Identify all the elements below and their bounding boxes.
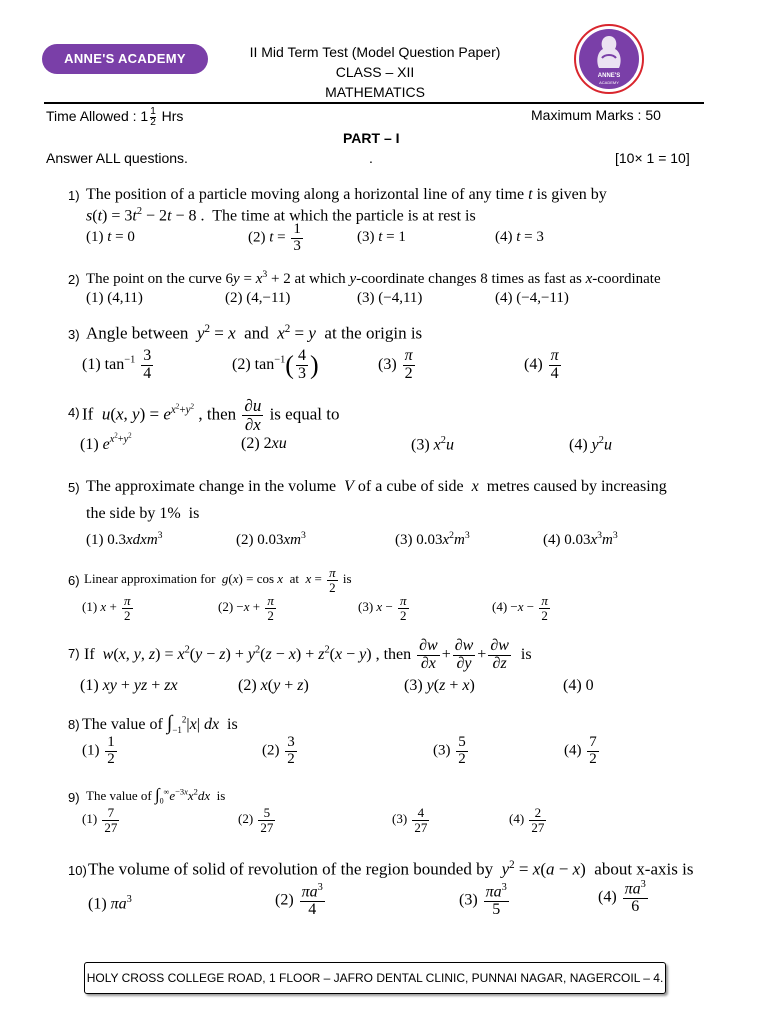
option: (1) t = 0 [86, 229, 135, 245]
option: (4) (−4,−11) [495, 290, 569, 306]
question-text: Linear approximation for g(x) = cos x at x = $\frac{\pi}{2}$ is [84, 565, 352, 595]
option: (2) $0.03xm^3$ [236, 530, 306, 548]
option: (4) $\frac{7}{2}$ [564, 734, 597, 767]
option: (1) $\tan^{-1}$ $\frac{3}{4}$ [82, 347, 152, 382]
option: (3) $\frac{5}{2}$ [433, 734, 466, 767]
dot: . [369, 150, 373, 166]
option: (4) $\frac{\pi}{4}$ [524, 347, 559, 382]
option: (2) x(y + z) [238, 677, 309, 694]
svg-text:ACADEMY: ACADEMY [599, 80, 619, 85]
question-number: 2) [68, 272, 80, 287]
option: (4) t = 3 [495, 229, 544, 245]
option: (3) $x^2u$ [411, 435, 454, 454]
question-text: If w(x, y, $z) = x^2(y - z) + y^2(z - x) + z^2(x - y)$ , then $\frac{\partial w}{\partial x}$ + $\frac{\partial w}{\partial y}$ + $\frac{\partial w}{\partial z}$ is [84, 637, 532, 672]
option: (2) −x + $\frac{\pi}{2}$ [218, 593, 274, 623]
question-number: 4) [68, 405, 80, 420]
option: (2) $\frac{\pi a^3}{4}$ [275, 882, 323, 919]
question-text: The position of a particle moving along a horizontal line of any time t is given by [86, 186, 607, 203]
question-number: 3) [68, 327, 80, 342]
option: (3) (−4,11) [357, 290, 423, 306]
question-number: 5) [68, 480, 80, 495]
option: (3) $0.03x^2m^3$ [395, 530, 470, 548]
question-text: The point on the curve $6y = x^3 + 2$ at which y-coordinate changes 8 times as fast as x-coordinate [86, 269, 661, 287]
option: (1) xy + yz + zx [80, 677, 178, 694]
footer-address: HOLY CROSS COLLEGE ROAD, 1 FLOOR – JAFRO DENTAL CLINIC, PUNNAI NAGAR, NAGERCOIL – 4. [84, 962, 666, 994]
svg-text:ANNE'S: ANNE'S [597, 73, 621, 79]
max-marks: Maximum Marks : 50 [531, 107, 661, 123]
option: (4) $\frac{2}{27}$ [509, 805, 545, 835]
option: (4) $\frac{\pi a^3}{6}$ [598, 879, 646, 916]
academy-logo-icon [572, 22, 646, 96]
option: (3) x − $\frac{\pi}{2}$ [358, 593, 407, 623]
time-allowed: Time Allowed : 1 $\frac{1}{2}$ Hrs [46, 106, 184, 128]
option: (2) $\frac{3}{2}$ [262, 734, 295, 767]
option: (3) y(z + x) [404, 677, 475, 694]
question-number: 6) [68, 573, 80, 588]
header-divider [44, 102, 704, 104]
marks-scheme: [10× 1 = 10] [615, 150, 690, 166]
option: (3) $\frac{\pi a^3}{5}$ [459, 882, 507, 919]
academy-badge: ANNE'S ACADEMY [42, 44, 208, 74]
question-text: The value of $\int_{-1}^2|x|$ dx is [82, 712, 238, 736]
subject-label: MATHEMATICS [325, 84, 425, 100]
option: (1) x + $\frac{\pi}{2}$ [82, 593, 131, 623]
option: (3) t = 1 [357, 229, 406, 245]
option: (2) $\frac{5}{27}$ [238, 805, 274, 835]
question-text: the side by 1% is [86, 505, 200, 522]
option: (2) t = $\frac{1}{3}$ [248, 221, 301, 254]
option: (4) $y^2u$ [569, 435, 612, 454]
question-text: The volume of solid of revolution of the region bounded by $y^2 = x(a - x)$ about x-axis is [88, 859, 694, 879]
question-text: The value of $\int_0^\infty e^{-3x}x^2dx$ is [86, 785, 226, 806]
option: (3) $\frac{4}{27}$ [392, 805, 428, 835]
test-title: II Mid Term Test (Model Question Paper) [249, 44, 501, 60]
question-text: The approximate change in the volume V of a cube of side x metres caused by increasing [86, 478, 667, 495]
question-text: Angle between $y^2 = x$ and $x^2 = y$ at the origin is [86, 323, 423, 343]
option: (1) 0.3xdxm$^3$ [86, 530, 163, 548]
option: (2) $\tan^{-1}$( $\frac{4}{3}$ ) [232, 347, 319, 382]
option: (1) $\frac{7}{27}$ [82, 805, 118, 835]
option: (1) $\pi a^3$ [88, 894, 132, 913]
part-heading: PART – I [343, 130, 400, 146]
option: (2) 2xu [241, 435, 287, 452]
question-text: If u(x, $y) = e^{x^2+y^2}$ , then $\frac{\partial u}{\partial x}$ is equal to [82, 396, 340, 434]
question-number: 7) [68, 646, 80, 661]
question-text: $s(t) = 3t^2 - 2t - 8$ . The time at which the particle is at rest is [86, 206, 476, 225]
option: (1) $e^{x^2+y^2}$ [80, 433, 132, 453]
option: (4) $0.03x^3m^3$ [543, 530, 618, 548]
instruction: Answer ALL questions. [46, 150, 188, 166]
question-number: 9) [68, 790, 80, 805]
option: (2) (4,−11) [225, 290, 291, 306]
option: (1) (4,11) [86, 290, 143, 306]
option: (4) −x − $\frac{\pi}{2}$ [492, 593, 548, 623]
question-number: 1) [68, 188, 80, 203]
option: (1) $\frac{1}{2}$ [82, 734, 115, 767]
question-number: 8) [68, 717, 80, 732]
option: (4) 0 [563, 677, 594, 694]
class-label: CLASS – XII [335, 64, 415, 80]
question-number: 10) [68, 863, 87, 878]
option: (3) $\frac{\pi}{2}$ [378, 347, 413, 382]
